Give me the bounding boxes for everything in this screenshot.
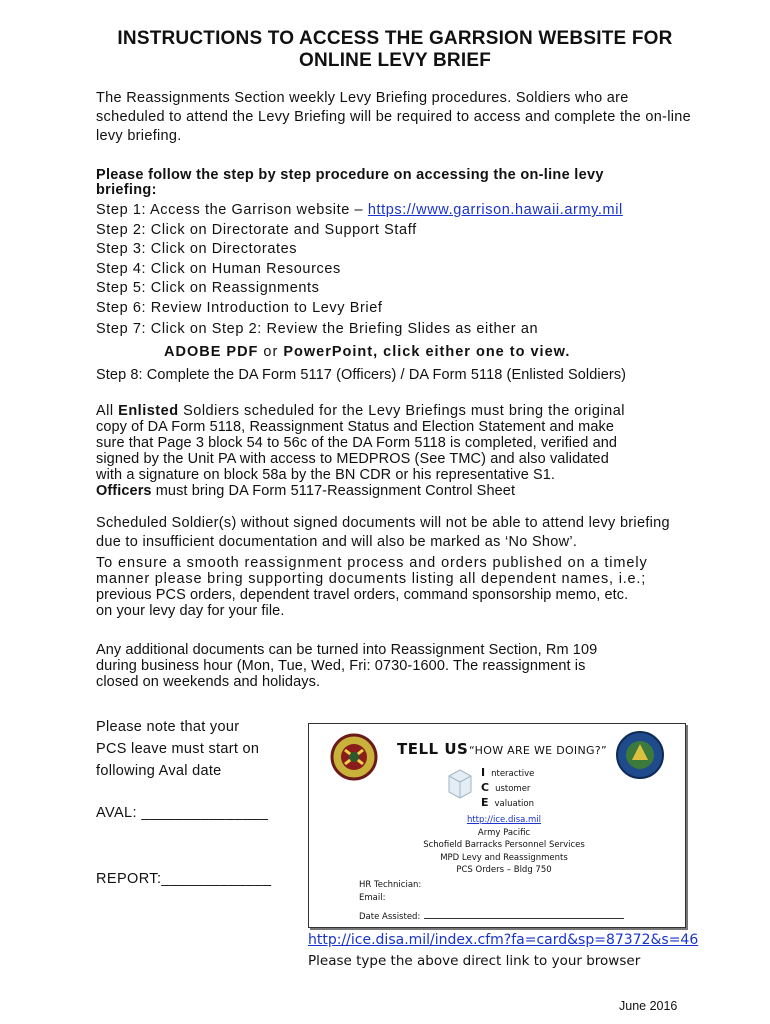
date-assisted-row <box>359 910 624 922</box>
aval-field[interactable]: AVAL: _______________ <box>96 805 269 821</box>
smooth-line-3: previous PCS orders, dependent travel orders, command sponsorship memo, etc. <box>96 587 629 603</box>
additional-line-1: Any additional documents can be turned into Reassignment Section, Rm 109 <box>96 642 598 658</box>
hr-technician-label: HR Technician: <box>359 880 422 890</box>
ice-customer <box>481 781 530 794</box>
title-line-1: INSTRUCTIONS TO ACCESS THE GARRSION WEBSITE FOR <box>117 28 673 49</box>
enlisted-line-5: with a signature on block 58a by the BN CDR or his representative S1. <box>96 467 556 483</box>
additional-line-3: closed on weekends and holidays. <box>96 674 321 690</box>
date-assisted-line <box>424 910 624 919</box>
step-1 <box>96 201 623 221</box>
report-field[interactable]: REPORT:_____________ <box>96 871 272 887</box>
ice-cube-icon <box>445 766 475 800</box>
enlisted-line-4: signed by the Unit PA with access to MEDPROS (See TMC) and also validated <box>96 451 609 467</box>
additional-line-2: during business hour (Mon, Tue, Wed, Fri: 0730-1600. The reassignment is <box>96 658 586 674</box>
adobe-pdf-label: ADOBE PDF <box>164 344 259 360</box>
how-are-we-doing: “HOW ARE WE DOING?” <box>469 744 607 757</box>
step-5: Step 5: Click on Reassignments <box>96 280 320 296</box>
no-show-paragraph: Scheduled Soldier(s) without signed documents will not be able to attend levy briefing due to insufficient documentation and will also be marked as ‘No Show’. <box>96 515 670 550</box>
ice-card-details <box>399 814 609 877</box>
enlisted-bold: Enlisted <box>118 403 179 419</box>
smooth-line-4: on your levy day for your file. <box>96 603 285 619</box>
powerpoint-label: PowerPoint, click either one to view. <box>283 344 571 360</box>
officers-rest: must bring DA Form 5117-Reassignment Control Sheet <box>151 483 516 499</box>
step-6: Step 6: Review Introduction to Levy Brief <box>96 300 383 316</box>
garrison-emblem-icon <box>605 730 675 780</box>
smooth-line-2: manner please bring supporting documents listing all dependent names, i.e.; <box>96 571 647 587</box>
enlisted-line-2: copy of DA Form 5118, Reassignment Status and Election Statement and make <box>96 419 615 435</box>
org-line-1: Army Pacific <box>477 827 531 838</box>
title-line-2: ONLINE LEVY BRIEF <box>298 50 492 71</box>
document-date: June 2016 <box>619 999 678 1013</box>
note-line-3: following Aval date <box>96 763 222 779</box>
ice-c-letter: C <box>481 781 490 794</box>
garrison-website-link[interactable]: https://www.garrison.hawaii.army.mil <box>367 202 623 218</box>
ice-i-letter: I <box>481 766 486 779</box>
step-1-label: Step 1: Access the Garrison website – <box>96 202 368 218</box>
step-8: Step 8: Complete the DA Form 5117 (Officers) / DA Form 5118 (Enlisted Soldiers) <box>96 367 627 383</box>
org-line-3: MPD Levy and Reassignments <box>440 852 568 863</box>
or-label: or <box>258 344 284 360</box>
page-title <box>60 28 730 72</box>
army-emblem-icon <box>323 732 385 782</box>
pcs-note <box>96 716 296 782</box>
step-2: Step 2: Click on Directorate and Support Staff <box>96 222 417 238</box>
step-3: Step 3: Click on Directorates <box>96 241 298 257</box>
direct-link-note: Please type the above direct link to your browser <box>308 953 641 969</box>
ice-i-word: nteractive <box>491 769 535 779</box>
ice-url-link[interactable]: http://ice.disa.mil <box>466 815 542 825</box>
additional-paragraph <box>96 642 716 690</box>
ice-card <box>308 723 686 928</box>
step-7-formats <box>164 343 570 363</box>
step-7: Step 7: Click on Step 2: Review the Briefing Slides as either an <box>96 321 539 337</box>
org-line-2: Schofield Barracks Personnel Services <box>423 840 585 850</box>
instructions-heading: Please follow the step by step procedure on accessing the on-line levy briefing: <box>96 167 604 198</box>
ice-c-word: ustomer <box>495 784 531 794</box>
smooth-paragraph <box>96 555 716 619</box>
officers-bold: Officers <box>96 483 152 499</box>
intro-paragraph: The Reassignments Section weekly Levy Briefing procedures. Soldiers who are scheduled to attend the Levy Briefing will be required to access and complete the on-line levy briefing. <box>96 90 691 144</box>
step-4: Step 4: Click on Human Resources <box>96 261 341 277</box>
tell-us-heading: TELL US <box>397 740 469 758</box>
ice-direct-link[interactable]: http://ice.disa.mil/index.cfm?fa=card&sp=87372&s=46 <box>308 932 699 948</box>
enlisted-paragraph <box>96 403 716 499</box>
enlisted-prefix: All <box>96 403 119 419</box>
note-line-1: Please note that your <box>96 719 240 735</box>
ice-e-letter: E <box>481 796 489 809</box>
enlisted-line-3: sure that Page 3 block 54 to 56c of the DA Form 5118 is completed, verified and <box>96 435 618 451</box>
ice-interactive <box>481 766 534 779</box>
ice-e-word: valuation <box>494 799 534 809</box>
ice-evaluation <box>481 796 534 809</box>
note-line-2: PCS leave must start on <box>96 741 260 757</box>
email-label: Email: <box>359 893 386 903</box>
smooth-line-1: To ensure a smooth reassignment process and orders published on a timely <box>96 555 648 571</box>
date-assisted-label: Date Assisted: <box>359 912 421 922</box>
org-line-4: PCS Orders – Bldg 750 <box>456 865 552 875</box>
enlisted-line-1: Soldiers scheduled for the Levy Briefings must bring the original <box>178 403 626 419</box>
